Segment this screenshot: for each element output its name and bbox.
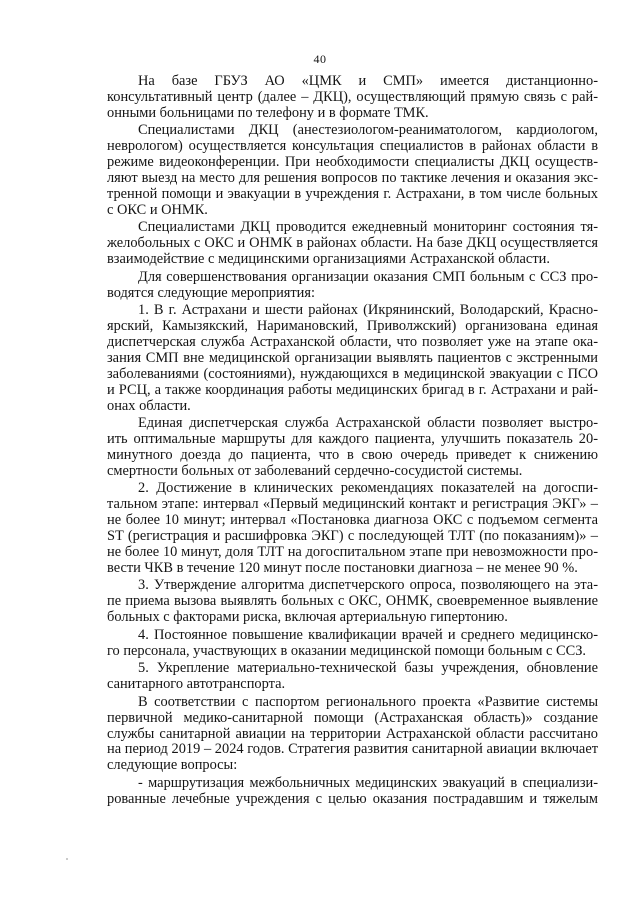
paragraph [107, 123, 598, 218]
paragraph [107, 628, 598, 660]
scan-speck [66, 858, 68, 860]
text-line: ляют выезд на место для решения вопросов по тактике лечения и оказания экс- [107, 170, 598, 187]
text-line: пе приема вызова выявлять больных с ОКС, ОНМК, своевременное выявление [107, 593, 598, 610]
text-line: минутного доезда до пациента, что в свою очередь приведет к снижению [107, 446, 598, 463]
text-line: тальном этапе: интервал «Первый медицинский контакт и регистрация ЭКГ» – [107, 496, 598, 513]
text-line: консультативный центр (далее – ДКЦ), осуществляющий прямую связь с рай- [107, 88, 598, 105]
text-line: взаимодействие с медицинскими организациями Астраханской области. [107, 251, 550, 268]
paragraph [107, 481, 598, 576]
page-number: 40 [313, 52, 327, 66]
text-line: онах области. [107, 397, 191, 414]
paragraph [107, 776, 598, 808]
text-line: первичной медико-санитарной помощи (Астраханская область)» создание [107, 709, 598, 726]
text-line: заболеваниями (состояниями), нуждающихся в медицинской эвакуации с ПСО [107, 365, 598, 382]
paragraph [107, 661, 598, 693]
text-line: вести ЧКВ в течение 120 минут после постановки диагноза – не менее 90 %. [107, 559, 578, 576]
text-line: Единая диспетчерская служба Астраханской области позволяет выстро- [138, 415, 598, 432]
text-line: санитарного автотранспорта. [107, 676, 286, 693]
text-line: рованные лечебные учреждения с целью оказания пострадавшим и тяжелым [107, 790, 598, 807]
text-line: 3. Утверждение алгоритма диспетчерского опроса, позволяющего на эта- [138, 577, 598, 594]
text-line: ить оптимальные маршруты для каждого пациента, улучшить показатель 20- [107, 431, 598, 448]
text-line: не более 10 минут, доля ТЛТ на догоспитальном этапе при невозможности про- [107, 543, 598, 560]
text-line: режиме видеоконференции. При необходимости специалисты ДКЦ осуществ- [107, 154, 598, 171]
text-line: на период 2019 – 2024 годов. Стратегия развития санитарной авиации включает [107, 741, 598, 758]
text-line: Специалистами ДКЦ проводится ежедневный мониторинг состояния тя- [138, 219, 598, 236]
text-line: службы санитарной авиации на территории Астраханской области рассчитано [107, 725, 598, 742]
text-line: зания СМП вне медицинской организации выявлять пациентов с экстренными [107, 349, 598, 366]
text-line: ST (регистрация и расшифровка ЭКГ) с последующей ТЛТ (по показаниям)» – [107, 528, 598, 545]
text-line: 2. Достижение в клинических рекомендациях показателей на догоспи- [138, 480, 598, 497]
text-line: Для совершенствования организации оказания СМП больным с ССЗ про- [138, 268, 598, 285]
paragraph [107, 578, 598, 626]
text-line: 4. Постоянное повышение квалификации врачей и среднего медицинско- [138, 626, 598, 643]
text-line: го персонала, участвующих в оказании медицинской помощи больным с ССЗ. [107, 642, 587, 659]
text-line: ярский, Камызякский, Наримановский, Приволжский) организована единая [107, 318, 598, 335]
text-line: с ОКС и ОНМК. [107, 201, 208, 218]
text-line: Специалистами ДКЦ (анестезиологом-реаниматологом, кардиологом, [138, 122, 598, 139]
text-line: неврологом) осуществляется консультация специалистов в районах области в [107, 138, 598, 155]
text-line: водятся следующие мероприятия: [107, 284, 315, 301]
text-line: 5. Укрепление материально-технической базы учреждения, обновление [138, 660, 598, 677]
text-line: смертности больных от заболеваний сердечно-сосудистой системы. [107, 462, 523, 479]
text-line: диспетчерская служба Астраханской области, что позволяет уже на этапе ока- [107, 334, 598, 350]
text-line: тренной помощи и эвакуации в учреждения г. Астрахани, в том числе больных [107, 185, 598, 202]
text-line: онными больницами по телефону и в формате ТМК. [107, 104, 429, 121]
text-line: и РСЦ, а также координация работы медицинских бригад в г. Астрахани и рай- [107, 381, 598, 398]
paragraph [107, 695, 598, 774]
text-line: 1. В г. Астрахани и шести районах (Икрянинский, Володарский, Красно- [138, 302, 598, 319]
text-line: не более 10 минут; интервал «Постановка диагноза ОКС с подъемом сегмента [107, 512, 598, 529]
text-line: На базе ГБУЗ АО «ЦМК и СМП» имеется дистанционно- [138, 73, 598, 89]
text-line: следующие вопросы: [107, 757, 238, 774]
text-line: желобольных с ОКС и ОНМК в районах области. На базе ДКЦ осуществляется [107, 235, 598, 252]
paragraph [107, 270, 598, 302]
paragraph [107, 303, 598, 414]
paragraph [107, 74, 598, 122]
text-line: - маршрутизация межбольничных медицинских эвакуаций в специализи- [138, 774, 598, 791]
text-line: больных с факторами риска, включая артериальную гипертонию. [107, 609, 508, 626]
document-body [107, 74, 598, 809]
paragraph [107, 220, 598, 268]
paragraph [107, 416, 598, 480]
text-line: В соответствии с паспортом регионального проекта «Развитие системы [138, 693, 598, 710]
